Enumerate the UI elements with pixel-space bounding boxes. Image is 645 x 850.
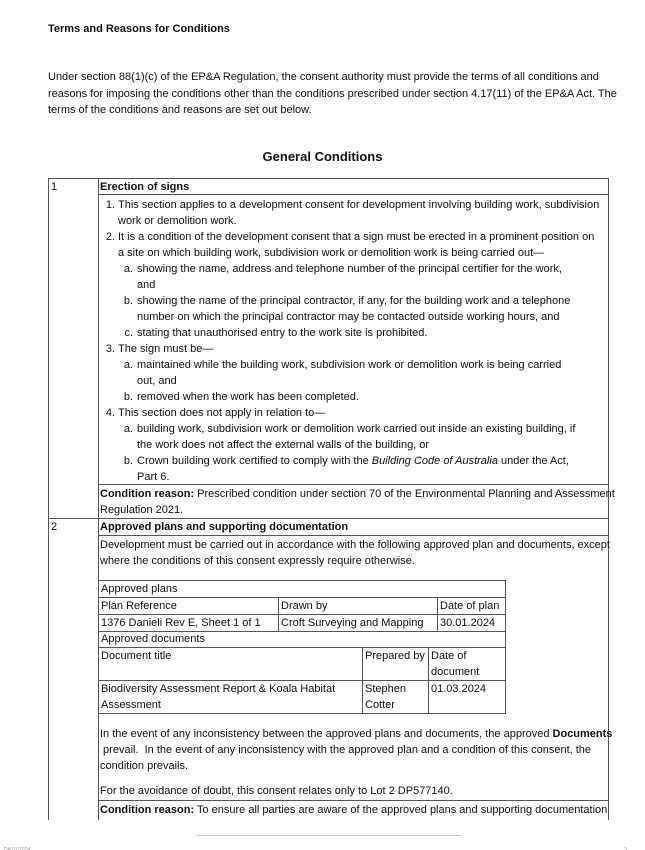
list-item-text: The sign must be— <box>118 343 214 355</box>
lot-note: For the avoidance of doubt, this consent relates only to Lot 2 DP577140. <box>100 785 453 797</box>
list-item-text: This section does not apply in relation to— <box>118 407 326 419</box>
table-cell: Stephen Cotter <box>363 681 429 714</box>
table-header: Prepared by <box>363 648 429 681</box>
condition-reason: Condition reason: To ensure all parties are aware of the approved plans and supporting documentation <box>100 804 608 816</box>
reason-label: Condition reason: <box>100 488 195 500</box>
list-item-text: out, and <box>137 375 177 387</box>
footer-ref: DA 01/2024 <box>4 847 31 850</box>
table-caption: Approved plans <box>99 581 506 598</box>
table-header: Drawn by <box>279 598 438 615</box>
table-cell: 01.03.2024 <box>429 681 506 714</box>
list-marker: a. <box>123 423 133 435</box>
list-marker: b. <box>123 295 133 307</box>
section-heading: General Conditions <box>262 149 383 164</box>
list-item-text: Crown building work certified to comply with the Building Code of Australia under the Act, <box>137 455 569 467</box>
list-marker: b. <box>123 455 133 467</box>
table-header: Plan Reference <box>99 598 279 615</box>
list-marker: c. <box>124 327 133 339</box>
condition-body: Development must be carried out in accordance with the following approved plan and documents, except <box>100 539 610 551</box>
footer-divider <box>196 835 461 836</box>
table-header: Date of document <box>429 648 506 681</box>
list-item-text: and <box>137 279 156 291</box>
table-cell: 1376 Danieli Rev E, Sheet 1 of 1 <box>99 615 279 632</box>
page-number: 3 <box>624 847 627 850</box>
list-item-text: a site on which building work, subdivision work or demolition work is being carried out— <box>118 247 545 259</box>
condition-number: 1 <box>51 181 58 193</box>
list-marker: 3. <box>105 343 115 355</box>
table-row <box>99 681 506 714</box>
approved-documents-table <box>98 631 506 714</box>
condition-reason-cont: Regulation 2021. <box>100 504 184 516</box>
intro-paragraph: Under section 88(1)(c) of the EP&A Regulation, the consent authority must provide the terms of all conditions and reasons for imposing the conditions other than the conditions prescribed under section 4.17(11) of the EP&A Act. The terms of the conditions and reasons are set out below. <box>48 71 617 116</box>
list-item-text: This section applies to a development consent for development involving building work, subdivision <box>118 199 600 211</box>
table-row <box>99 615 506 632</box>
table-caption: Approved documents <box>99 631 506 648</box>
condition-title: Approved plans and supporting documentation <box>100 521 349 533</box>
list-item-text: the work does not affect the external walls of the building, or <box>137 439 430 451</box>
list-item-text: number on which the principal contractor may be contacted outside working hours, and <box>137 311 560 323</box>
list-item-text: showing the name of the principal contractor, if any, for the building work and a telephone <box>137 295 571 307</box>
list-marker: a. <box>123 359 133 371</box>
table-header: Date of plan <box>438 598 506 615</box>
reason-label: Condition reason: <box>100 804 195 816</box>
italic-reference: Building Code of Australia <box>371 455 498 467</box>
list-item-text: maintained while the building work, subdivision work or demolition work is being carried <box>137 359 562 371</box>
approved-plans-table <box>98 580 506 632</box>
condition-title: Erection of signs <box>100 181 190 193</box>
inconsistency-text: In the event of any inconsistency between the approved plans and documents, the approved Documents <box>100 728 613 740</box>
list-marker: 4. <box>105 407 115 419</box>
table-header: Document title <box>99 648 363 681</box>
list-item-text: Part 6. <box>137 471 170 483</box>
list-marker: 2. <box>105 231 115 243</box>
table-cell: Croft Surveying and Mapping <box>279 615 438 632</box>
condition-number: 2 <box>51 521 58 533</box>
inconsistency-text-cont: condition prevails. <box>100 760 189 772</box>
list-item-text: stating that unauthorised entry to the work site is prohibited. <box>137 327 428 339</box>
list-item-text: building work, subdivision work or demolition work carried out inside an existing building, if <box>137 423 576 435</box>
condition-body: where the conditions of this consent expressly require otherwise. <box>100 555 415 567</box>
list-marker: 1. <box>105 199 115 211</box>
list-marker: a. <box>123 263 133 275</box>
list-item-text: work or demolition work. <box>118 215 237 227</box>
condition-reason: Condition reason: Prescribed condition under section 70 of the Environmental Planning and Assessment <box>100 488 615 500</box>
inconsistency-text-cont: prevail. In the event of any inconsistency with the approved plan and a condition of this consent, the <box>100 744 592 756</box>
list-item-text: removed when the work has been completed. <box>137 391 359 403</box>
list-item-text: It is a condition of the development consent that a sign must be erected in a prominent position on <box>118 231 595 243</box>
list-marker: b. <box>123 391 133 403</box>
document-title: Terms and Reasons for Conditions <box>48 23 230 35</box>
table-cell: Biodiversity Assessment Report & Koala Habitat Assessment <box>99 681 363 714</box>
list-item-text: showing the name, address and telephone number of the principal certifier for the work, <box>137 263 562 275</box>
table-cell: 30.01.2024 <box>438 615 506 632</box>
